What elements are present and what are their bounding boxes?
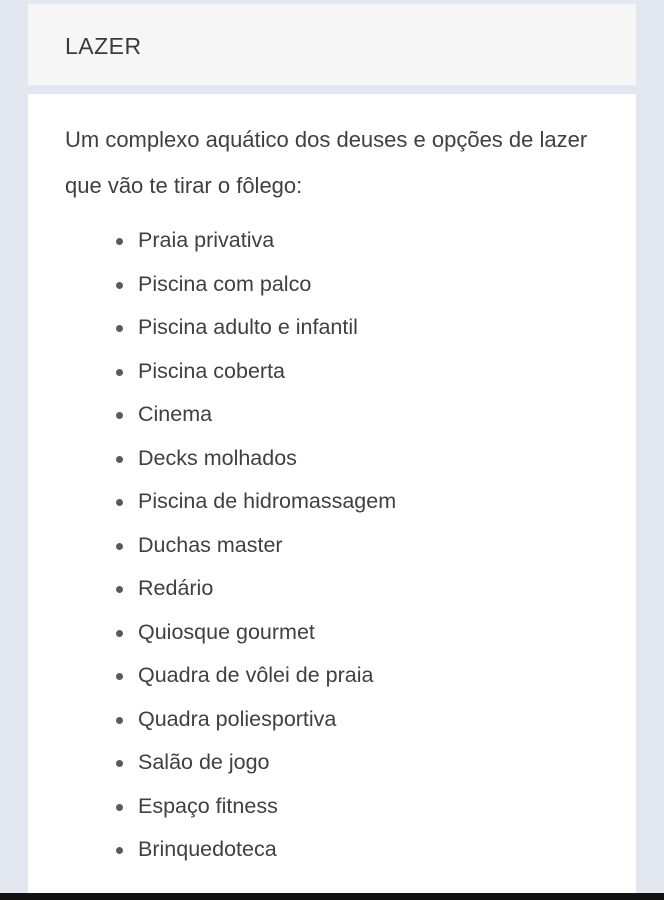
content-card: [28, 94, 636, 894]
amenity-item: [113, 263, 616, 307]
amenity-label: Piscina com palco: [138, 271, 312, 296]
amenity-item: [113, 350, 616, 394]
bullet-icon: [116, 456, 123, 463]
amenity-item: [113, 741, 616, 785]
bullet-icon: [116, 543, 123, 550]
bullet-icon: [116, 673, 123, 680]
amenity-label: Espaço fitness: [138, 793, 278, 818]
amenity-item: [113, 611, 616, 655]
amenity-item: [113, 654, 616, 698]
amenity-label: Duchas master: [138, 532, 283, 557]
section-title: LAZER: [65, 33, 142, 59]
amenity-item: [113, 480, 616, 524]
amenity-item: [113, 828, 616, 872]
amenity-item: [113, 306, 616, 350]
bottom-bar: [0, 893, 664, 900]
bullet-icon: [116, 282, 123, 289]
amenity-label: Decks molhados: [138, 445, 297, 470]
bullet-icon: [116, 847, 123, 854]
amenity-label: Piscina adulto e infantil: [138, 315, 358, 339]
amenity-label: Redário: [138, 576, 214, 600]
amenity-label: Quadra de vôlei de praia: [138, 663, 374, 687]
bullet-icon: [116, 499, 123, 506]
amenity-item: [113, 698, 616, 742]
amenity-item: [113, 437, 616, 481]
amenity-item: [113, 785, 616, 829]
bullet-icon: [116, 630, 123, 637]
amenity-item: [113, 567, 616, 611]
bullet-icon: [116, 238, 123, 245]
bullet-icon: [116, 586, 123, 593]
amenity-label: Quadra poliesportiva: [138, 706, 337, 731]
amenity-list: [65, 219, 616, 872]
amenity-label: Praia privativa: [138, 228, 275, 252]
amenity-label: Quiosque gourmet: [138, 619, 315, 644]
amenity-label: Piscina de hidromassagem: [138, 489, 397, 513]
amenity-item: [113, 393, 616, 437]
bullet-icon: [116, 760, 123, 767]
amenity-label: Brinquedoteca: [138, 837, 277, 861]
bullet-icon: [116, 325, 123, 332]
amenity-label: Salão de jogo: [138, 750, 270, 774]
intro-paragraph: Um complexo aquático dos deuses e opções de lazer que vão te tirar o fôlego:: [65, 127, 588, 198]
amenity-label: Piscina coberta: [138, 358, 285, 383]
bullet-icon: [116, 412, 123, 419]
amenity-item: [113, 219, 616, 263]
bullet-icon: [116, 717, 123, 724]
section-header: [28, 4, 636, 85]
bullet-icon: [116, 804, 123, 811]
amenity-item: [113, 524, 616, 568]
bullet-icon: [116, 369, 123, 376]
amenity-label: Cinema: [138, 402, 213, 426]
